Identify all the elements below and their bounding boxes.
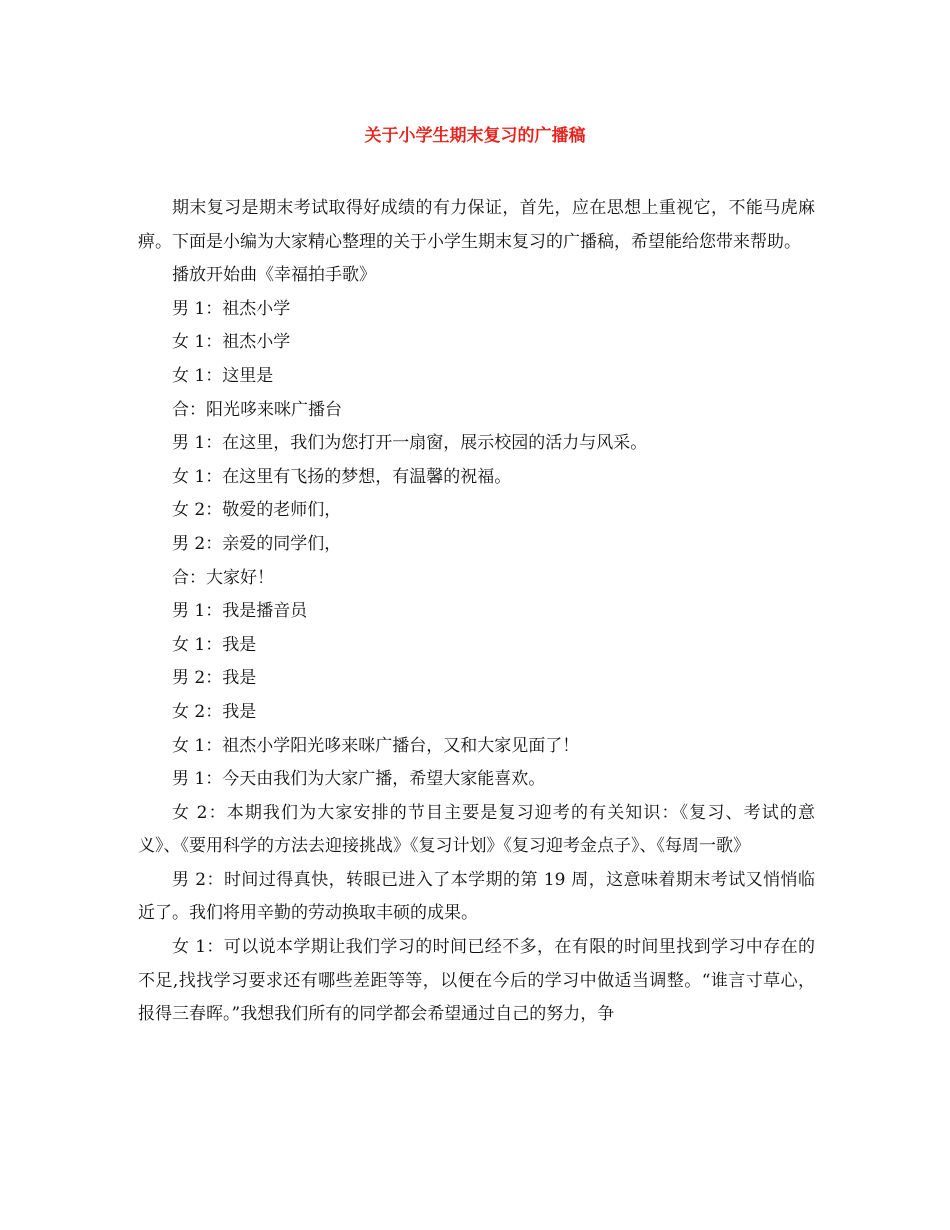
script-line-opening-song: 播放开始曲《幸福拍手歌》 <box>172 265 376 286</box>
program-paragraph: 女 2：本期我们为大家安排的节目主要是复习迎考的有关知识：《复习、考试的意义》、《要用科学的方法去迎接挑战》《复习计划》《复习迎考金点子》、《每周一歌》 <box>138 802 815 857</box>
script-line: 女 1：祖杰小学阳光哆来咪广播台，又和大家见面了！ <box>172 735 580 756</box>
script-line: 女 1：这里是 <box>172 365 274 386</box>
script-line: 男 1：今天由我们为大家广播，希望大家能喜欢。 <box>172 769 546 790</box>
script-line: 男 2：我是 <box>172 668 257 689</box>
intro-paragraph: 期末复习是期末考试取得好成绩的有力保证，首先，应在思想上重视它，不能马虎麻痹。下面是小编为大家精心整理的关于小学生期末复习的广播稿，希望能给您带来帮助。 <box>138 198 815 252</box>
script-line: 女 1：我是 <box>172 634 257 655</box>
script-line: 合：大家好！ <box>172 567 274 588</box>
script-line: 女 1：在这里有飞扬的梦想，有温馨的祝福。 <box>172 466 512 487</box>
script-line: 男 1：在这里，我们为您打开一扇窗，展示校园的活力与风采。 <box>172 433 648 454</box>
script-line: 女 2：敬爱的老师们， <box>172 500 342 521</box>
document-body <box>138 192 815 1032</box>
script-line: 男 1：祖杰小学 <box>172 298 291 319</box>
script-line: 女 2：我是 <box>172 701 257 722</box>
script-line: 男 2：亲爱的同学们， <box>172 533 342 554</box>
time-paragraph: 男 2：时间过得真快，转眼已进入了本学期的第 19 周，这意味着期末考试又悄悄临近了。我们将用辛勤的劳动换取丰硕的成果。 <box>138 869 815 924</box>
script-line: 女 1：祖杰小学 <box>172 332 291 353</box>
study-paragraph: 女 1：可以说本学期让我们学习的时间已经不多，在有限的时间里找到学习中存在的不足,找找学习要求还有哪些差距等等，以便在今后的学习中做适当调整。“谁言寸草心，报得三春晖。”我想我们所有的同学都会希望通过自己的努力，争 <box>138 937 815 1025</box>
document-title: 关于小学生期末复习的广播稿 <box>364 126 586 146</box>
script-line: 合：阳光哆来咪广播台 <box>172 399 342 420</box>
script-line: 男 1：我是播音员 <box>172 601 308 622</box>
